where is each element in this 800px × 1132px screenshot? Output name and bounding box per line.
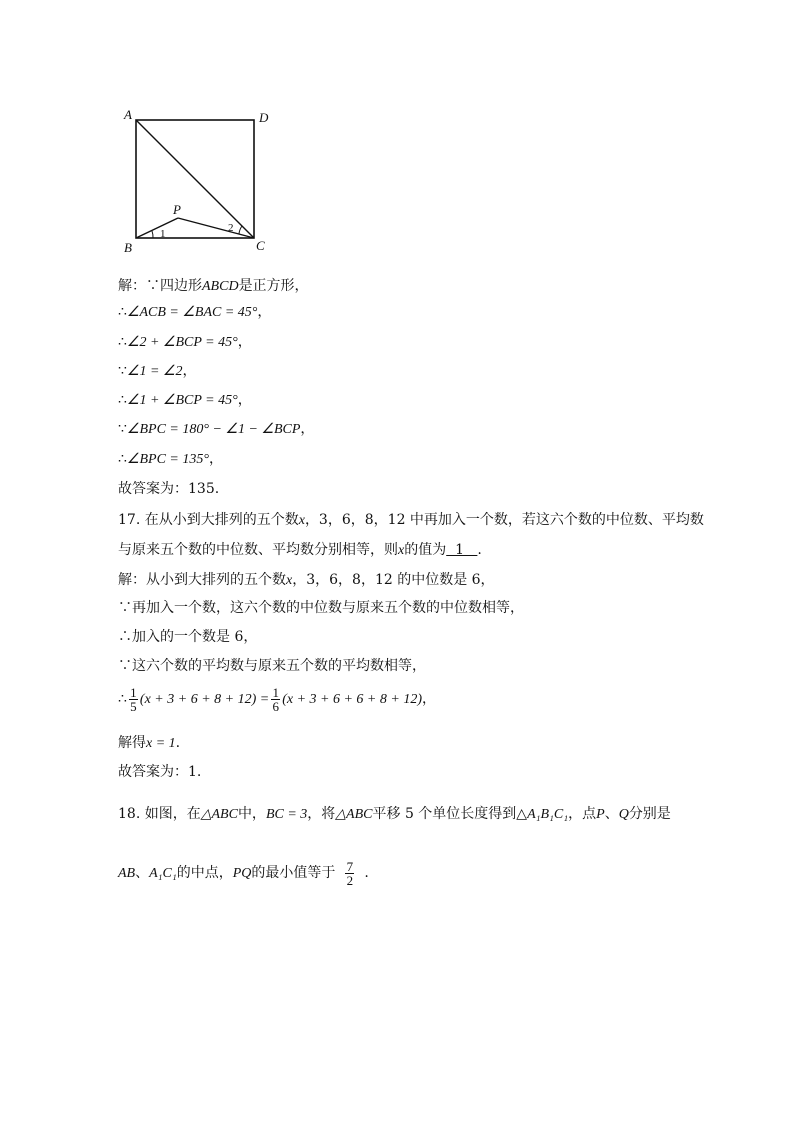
q18-question-line-1: 18. 如图，在△ABC中，BC = 3，将△ABC平移 5 个单位长度得到△A₁B₁C₁，点P、Q分别是 xyxy=(118,806,671,822)
fraction-seven-halves: $\frac{7}{2}$ xyxy=(346,858,354,888)
q16-answer: 故答案为：135. xyxy=(118,481,220,497)
q17-question-line-1: 17. 在从小到大排列的五个数x，3，6，8，12 中再加入一个数，若这六个数的中位数、平均数 xyxy=(118,512,704,528)
angle-2-arc xyxy=(239,226,242,234)
q16-step-4: ∵∠1 = ∠2， xyxy=(118,363,197,379)
q16-step-5: ∴∠1 + ∠BCP = 45°， xyxy=(118,392,252,408)
q17-question-line-2: 与原来五个数的中位数、平均数分别相等，则x的值为 1 . xyxy=(118,542,482,558)
label-angle-2: 2 xyxy=(228,222,234,234)
label-a: A xyxy=(124,107,132,122)
q16-step-1: 解：∵四边形ABCD是正方形， xyxy=(118,278,309,294)
q17-solution-1: 解：从小到大排列的五个数x，3，6，8，12 的中位数是 6， xyxy=(118,572,495,588)
label-c: C xyxy=(256,238,265,253)
label-angle-1: 1 xyxy=(160,228,166,240)
label-d: D xyxy=(259,110,269,125)
segment-pc xyxy=(178,218,254,238)
label-p: P xyxy=(173,202,181,217)
q17-solution-2: ∵再加入一个数，这六个数的中位数与原来五个数的中位数相等， xyxy=(118,600,524,616)
q17-equation: ∴ $\frac{1}{5}$ (x + 3 + 6 + 8 + 12) = $\frac{1}{6}$ (x + 3 + 6 + 6 + 8 + 12)， xyxy=(118,684,436,714)
q18-answer-blank xyxy=(335,856,364,890)
square-figure xyxy=(118,104,288,254)
q17-solution-result: 解得x = 1. xyxy=(118,735,181,751)
segment-bp xyxy=(136,218,178,238)
q17-answer-blank: 1 xyxy=(446,542,478,558)
fraction-one-fifth: $\frac{1}{5}$ xyxy=(130,684,137,714)
label-b: B xyxy=(124,240,132,254)
q18-question-line-2: AB、A₁C₁的中点，PQ的最小值等于 $\frac{7}{2}$ . xyxy=(118,856,369,891)
q17-answer: 故答案为：1. xyxy=(118,764,202,780)
q16-step-6: ∵∠BPC = 180° − ∠1 − ∠BCP， xyxy=(118,421,315,437)
diagonal-ac xyxy=(136,120,254,238)
q17-solution-4: ∵这六个数的平均数与原来五个数的平均数相等， xyxy=(118,658,426,674)
fraction-one-sixth: $\frac{1}{6}$ xyxy=(272,684,279,714)
q16-step-3: ∴∠2 + ∠BCP = 45°， xyxy=(118,334,252,350)
angle-1-arc xyxy=(152,231,153,238)
q16-step-7: ∴∠BPC = 135°， xyxy=(118,451,223,467)
q17-solution-3: ∴加入的一个数是 6， xyxy=(118,629,258,645)
q16-step-2: ∴∠ACB = ∠BAC = 45°， xyxy=(118,304,272,320)
